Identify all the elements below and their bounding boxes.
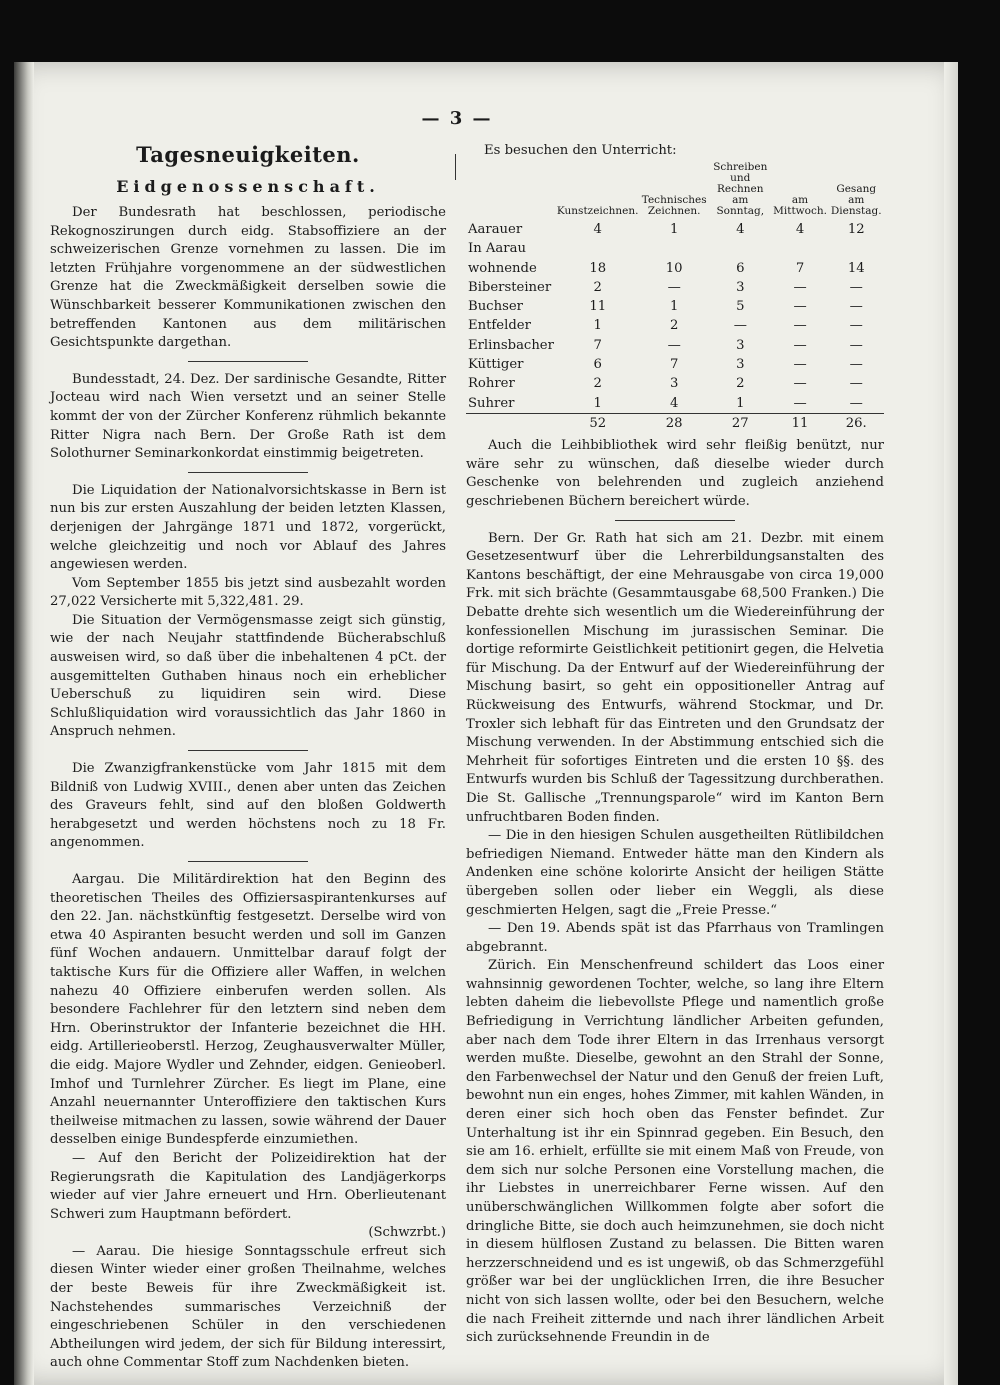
table-cell-town: Rohrer [468,376,515,392]
table-cell: — [667,279,681,295]
table-cell-town: Aarauer [468,222,523,237]
article-aarau-sonntagsschule: — Aarau. Die hiesige Sonntagsschule erfreut sich diesen Winter wieder einer großen Theilnahme, welches der beste Beweis für ihre Zweckmäßigkeit ist. Nachstehendes summarisches Verzeichniß der eingeschriebenen Schüler in den verschiedenen Abtheilungen wird jedem, der sich für Bildung interessirt, auch ohne Commentar Stoff zum Nachdenken bieten. [50,1243,446,1371]
table-cell: — [793,318,807,334]
table-cell: 6 [593,357,602,373]
article-zuerich: Zürich. Ein Menschenfreund schildert das Loos einer wahnsinnig gewordenen Tochter, welche, so lang ihre Eltern lebten daheim die liebevollste Pflege und namentlich große Befriedigung in Verrichtung ländlicher Arbeiten gefunden, aber nach dem Tode ihrer Eltern in das Irrenhaus versorgt werden mußte. Dieselbe, gewohnt an den Strahl der Sonne, den Farbenwechsel der Natur und den Genuß der freien Luft, bewohnt nun ein enges, hohes Zimmer, mit kahlen Wänden, in deren einer sich hoch oben das Fenster befindet. Zur Unterhaltung ist ihr ein Spinnrad gegeben. Ein Besuch, den sie am 16. erhielt, erfüllte sie mit einem Maß von Freude, von dem sich nur solche Personen eine Vorstellung machen, die ihr Liebstes in unerreichbarer Ferne wissen. Auf den unüberschwänglichen Willkommen folgte aber sofort die dringliche Bitte, sie doch auch heimzunehmen, sie doch nicht in diesem hülflosen Zustand zu belassen. Die Bitten waren herzzerschneidend und es ist ungewiß, ob das Schmerzgefühl größer war bei der unglücklichen Irren, die ihre Besucher nicht von sich lassen wollte, oder bei den Besuchern, welche die nach Freiheit zitternde und nach ihrer ländlichen Arbeit sich zurücksehnende Freundin in de [466,958,884,1346]
separator [188,361,308,362]
table-cell: 11 [589,299,607,315]
table-cell: 14 [847,260,865,276]
table-cell [772,239,829,258]
table-cell: 3 [736,279,745,295]
table-cell: 4 [795,222,805,237]
table-cell: 11 [772,413,829,433]
table-header: Technisches Zeichnen. [641,194,707,217]
table-cell: — [849,318,863,334]
table-cell: 10 [665,260,683,276]
table-cell: 1 [670,299,679,315]
table-header [466,162,556,220]
article-aargau: Aargau. Die Militärdirektion hat den Beginn des theoretischen Theiles des Offiziersaspirantenkurses auf den 22. Jan. nächstkünftig festgesetzt. Derselbe wird von etwa 40 Aspiranten besucht werden und soll im Ganzen fünf Wochen andauern. Unmittelbar darauf folgt der taktische Kurs für die Offiziere aller Waffen, in welchen nahezu 40 Offiziere einberufen werden sollen. Als besondere Fachlehrer für den letztern sind neben dem Hrn. Oberinstruktor der Infanterie bezeichnet die HH. eidg. Artillerieoberstl. Herzog, Zeughausverwalter Müller, die eidg. Majore Wydler und Zehnder, eidgen. Genieoberl. Imhof und Turnlehrer Zürcher. Es liegt im Plane, eine Anzahl neuernannter Unteroffiziere den taktischen Kurs theilweise mitmachen zu lassen, sowie während der Dauer desselben einige Bundespferde einzumiethen. [50,872,446,1148]
headline: Tagesneuigkeiten. [136,142,360,167]
binding-spine [14,62,34,1385]
table-cell: — [793,337,807,353]
article-liquidation: Die Liquidation der Nationalvorsichtskasse in Bern ist nun bis zur ersten Auszahlung der beiden letzten Klassen, derjenigen der Jahrgänge 1871 und 1872, vorgerückt, welche gleichzeitig und noch vor Ablauf des Jahres angewiesen werden. [50,482,446,573]
table-cell: 2 [736,376,745,392]
section-heading: Eidgenossenschaft. [116,177,380,196]
table-cell [709,239,772,258]
table-cell: — [849,279,863,295]
table-row [466,278,884,297]
table-cell: 7 [593,337,602,353]
table-cell: 5 [736,299,745,315]
attendance-table [466,162,884,433]
table-row [466,316,884,335]
table-cell: 4 [670,395,679,411]
table-cell [556,239,640,258]
article-aargau-polizei: — Auf den Bericht der Polizeidirektion hat der Regierungsrath die Kapitulation des Landjägerkorps wieder auf vier Jahre erneuert und Hrn. Oberlieutenant Schweri zum Hauptmann befördert. [50,1150,446,1222]
table-row [466,239,884,258]
table-cell: — [849,357,863,373]
table-cell-town: Bibersteiner [468,279,552,295]
column-rule [455,154,456,180]
table-row [466,220,884,239]
table-cell-town: Erlinsbacher [468,337,554,353]
table-cell: 1 [736,395,745,411]
table-row [466,259,884,278]
table-cell: — [733,318,747,334]
table-cell-town: Entfelder [468,318,531,334]
table-cell: 2 [593,279,602,295]
table-cell [640,239,709,258]
table-header: Schreiben und Rechnen am Sonntag, [713,161,768,217]
table-cell: — [793,395,807,411]
table-header-row [466,162,884,220]
table-row [466,394,884,414]
page-number: — 3 — [421,108,493,129]
table-row [466,374,884,393]
table-row [466,297,884,316]
table-cell: 7 [670,357,679,373]
table-cell: 2 [670,318,679,334]
article-zwanzigfranken: Die Zwanzigfrankenstücke vom Jahr 1815 mit dem Bildniß von Ludwig XVIII., denen aber unten das Zeichen des Graveurs fehlt, sind auf den bloßen Goldwerth herabgesetzt und werden höchstens noch zu 18 Fr. angenommen. [50,761,446,851]
table-cell: 52 [556,413,640,433]
table-cell: 1 [670,222,679,237]
table-cell: — [849,337,863,353]
table-cell: 18 [589,260,607,276]
separator [188,472,308,473]
table-cell-town: In Aarau [468,241,526,257]
table-row [466,355,884,374]
article-ruetlibildchen: — Die in den hiesigen Schulen ausgetheilten Rütlibildchen befriedigen Niemand. Entweder hätte man den Kindern als Andenken eine schöne kolorirte Ansicht der heiligen Stätte übergeben sollen oder lieber ein Weggli, als diese geschmierten Helgen, sagt die „Freie Presse.“ [466,828,884,918]
article-pfarrhaus: — Den 19. Abends spät ist das Pfarrhaus von Tramlingen abgebrannt. [466,921,884,955]
table-cell-town: Küttiger [468,357,524,373]
page-edge [944,62,958,1385]
table-cell: 6 [736,260,745,276]
table-header: Gesang am Dienstag. [830,183,882,217]
table-cell: — [667,337,681,353]
table-cell: 1 [593,395,602,411]
separator [615,520,735,521]
table-cell: 28 [640,413,709,433]
article-bundesstadt: Bundesstadt, 24. Dez. Der sardinische Gesandte, Ritter Jocteau wird nach Wien versetzt und an seiner Stelle kommt der von der Zürcher Konferenz rühmlich bekannte Ritter Nigra nach Bern. Der Große Rath ist dem Solothurner Seminarkonkordat einstimmig beigetreten. [50,371,446,462]
table-cell: — [793,299,807,315]
article-leihbibliothek: Auch die Leihbibliothek wird sehr fleißig benützt, nur wäre sehr zu wünschen, daß dieselbe wieder durch Geschenke von belehrenden und zugleich anziehend geschriebenen Büchern bereichert würde. [466,438,884,510]
article-bern: Bern. Der Gr. Rath hat sich am 21. Dezbr. mit einem Gesetzesentwurf über die Lehrerbildungsanstalten des Kantons beschäftigt, der eine Mehrausgabe von circa 19,000 Frk. mit sich brächte (Gesammtausgabe 68,500 Franken.) Die Debatte drehte sich wesentlich um die Wiedereinführung der konfessionellen Mischung im jurassischen Seminar. Die dortige reformirte Geistlichkeit petitionirt gegen, die Helvetia für Mischung. Da der Entwurf auf der Wiedereinführung der Mischung basirt, so geht ein oppositioneller Antrag auf Rückweisung des Entwurfs, während Stockmar, und Dr. Troxler sich lebhaft für das Eintreten und den Grundsatz der Mischung verwenden. In der Abstimmung entschied sich die Mehrheit für sofortiges Eintreten und die ersten 10 §§. des Entwurfs wurden bis Schluß der Tagessitzung durchberathen. Die St. Gallische „Trennungsparole“ wird im Kanton Bern unfruchtbaren Boden finden. [466,530,884,825]
separator [188,750,308,751]
source-attribution: (Schwzrbt.) [368,1225,446,1241]
table-cell: 4 [593,222,602,237]
separator [188,861,308,862]
table-cell [828,239,884,258]
table-cell: — [793,279,807,295]
table-cell: — [849,299,863,315]
right-column [466,142,884,1348]
newspaper-page [14,62,958,1385]
table-totals-row [466,413,884,433]
table-header: am Mittwoch. [773,194,827,217]
table-cell: — [793,376,807,392]
article-liquidation-payout: Vom September 1855 bis jetzt sind ausbezahlt worden 27,022 Versicherte mit 5,322,481. 29. [50,575,446,610]
table-header: Kunstzeichnen. [556,205,639,217]
table-cell: 27 [709,413,772,433]
table-cell: 3 [736,337,745,353]
table-cell-town: Buchser [468,299,523,315]
table-cell: 3 [736,357,745,373]
table-cell: — [849,395,863,411]
left-column [50,142,446,1373]
table-cell: 2 [593,376,602,392]
table-cell: 3 [670,376,679,392]
table-row [466,336,884,355]
table-cell-town: wohnende [468,260,537,276]
table-cell-town [466,413,556,433]
article-liquidation-situation: Die Situation der Vermögensmasse zeigt sich günstig, wie der nach Neujahr stattfindende Bücherabschluß ausweisen wird, so daß über die inbehaltenen 4 pCt. der ausgemittelten Guthaben hinaus noch ein erheblicher Ueberschuß zu liquidiren sein wird. Diese Schlußliquidation wird voraussichtlich das Jahr 1860 in Anspruch nehmen. [50,612,446,740]
table-cell: — [793,357,807,373]
table-cell-town: Suhrer [468,395,515,411]
table-cell: 4 [736,222,745,237]
table-cell: 7 [795,260,805,276]
table-cell: — [849,376,863,392]
table-cell: 26. [828,413,884,433]
table-cell: 1 [593,318,602,334]
article-bundesrath: Der Bundesrath hat beschlossen, periodische Rekognoszirungen durch eidg. Stabsoffiziere an der schweizerischen Grenze vornehmen zu lassen. Die im letzten Frühjahre vorgenommene an der südwestlichen Grenze hat die Zweckmäßigkeit derselben sowie die Wünschbarkeit besserer Kommunikationen zwischen den betreffenden Kantonen aus dem militärischen Gesichtspunkte dargethan. [50,205,446,351]
table-cell: 12 [847,222,865,237]
table-intro: Es besuchen den Unterricht: [484,143,677,158]
